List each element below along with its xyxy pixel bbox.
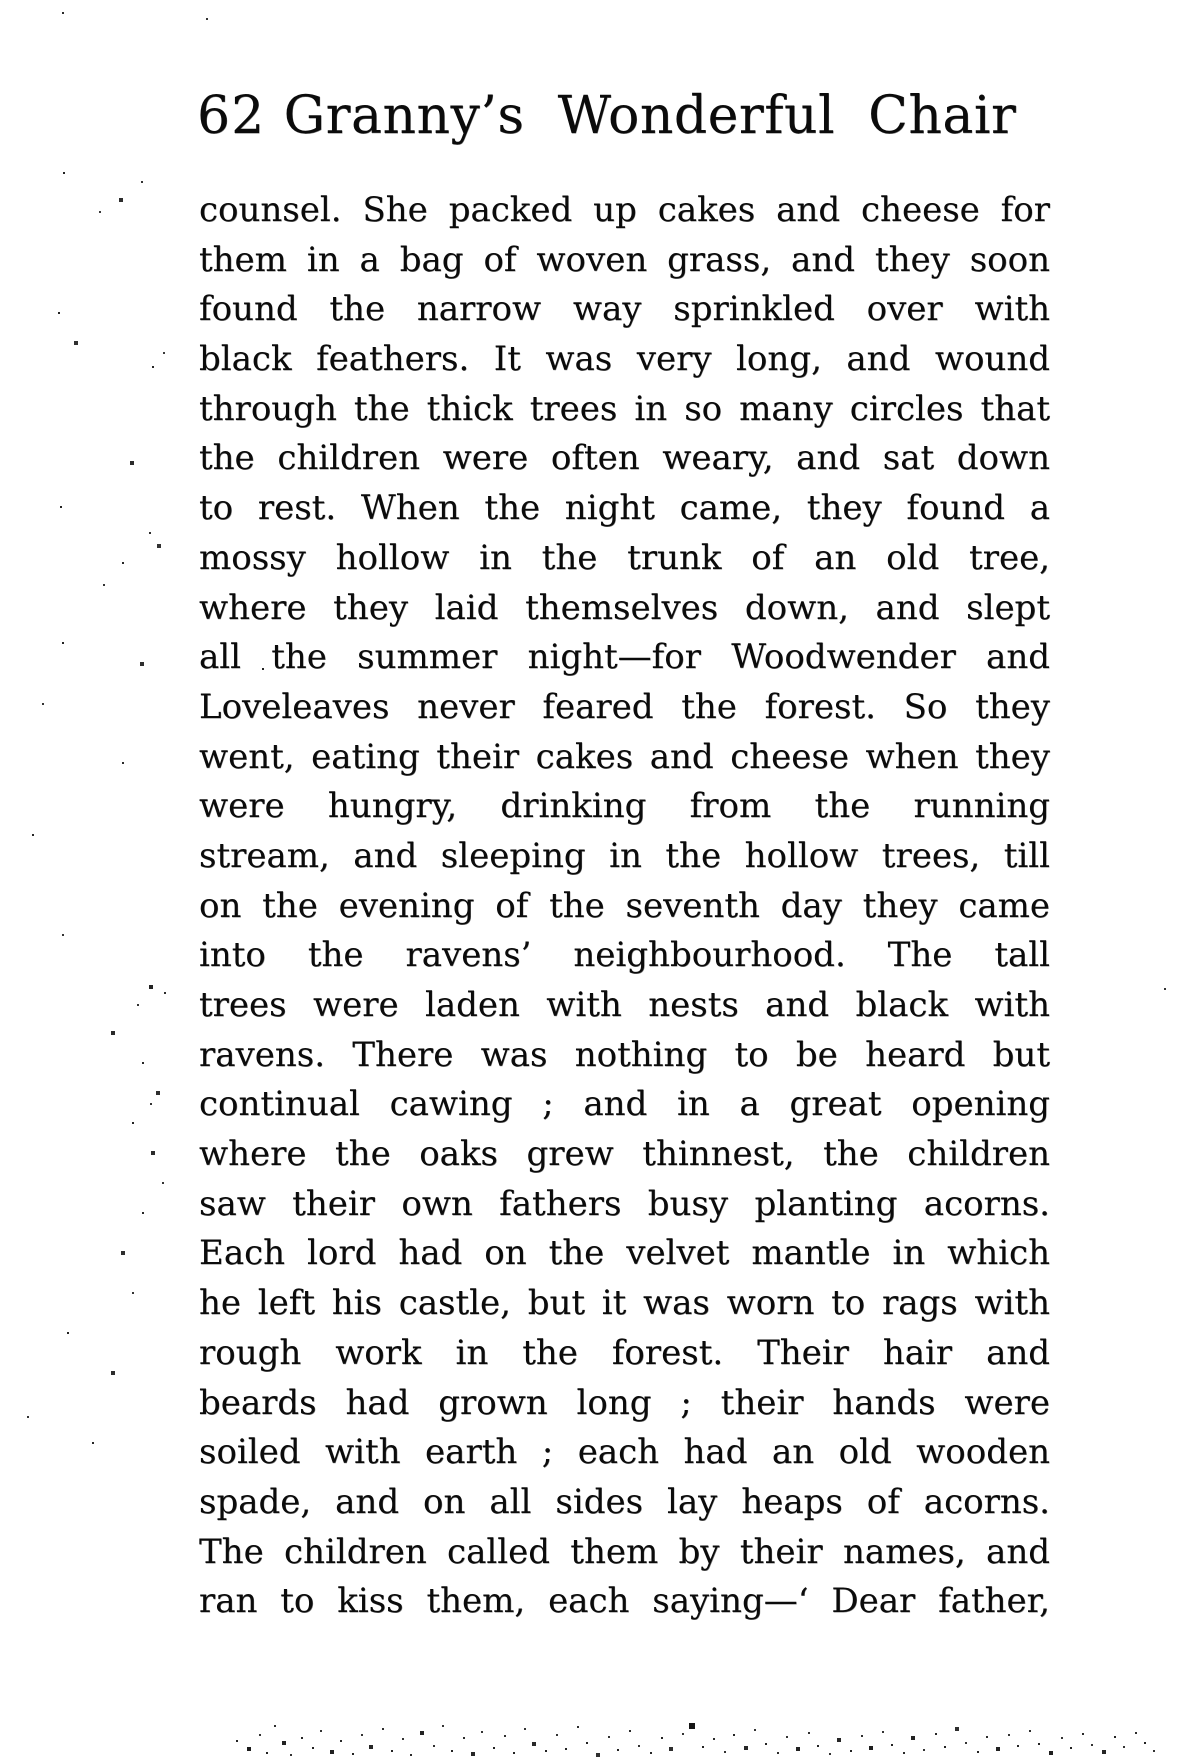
scan-noise-margin bbox=[0, 0, 2, 2]
text-line: the children were often weary, and sat down bbox=[199, 438, 1050, 479]
text-line: where they laid themselves down, and slept bbox=[199, 587, 1050, 628]
text-line: Each lord had on the velvet mantle in which bbox=[199, 1233, 1050, 1274]
text-line: spade, and on all sides lay heaps of acorns. bbox=[199, 1481, 1050, 1522]
running-head-title: Granny’s Wonderful Chair bbox=[283, 86, 1017, 146]
text-line: trees were laden with nests and black with bbox=[199, 985, 1050, 1025]
text-line: where the oaks grew thinnest, the children bbox=[199, 1134, 1050, 1175]
text-line: saw their own fathers busy planting acorns. bbox=[199, 1183, 1050, 1224]
text-line: on the evening of the seventh day they came bbox=[199, 885, 1050, 926]
text-line: them in a bag of woven grass, and they soon bbox=[199, 239, 1050, 280]
text-line: were hungry, drinking from the running bbox=[199, 786, 1050, 827]
text-line: Loveleaves never feared the forest. So they bbox=[199, 686, 1050, 727]
text-line: mossy hollow in the trunk of an old tree, bbox=[199, 537, 1050, 578]
text-line: beards had grown long ; their hands were bbox=[199, 1382, 1050, 1423]
text-line: black feathers. It was very long, and wound bbox=[199, 339, 1050, 380]
text-line: all the summer night—for Woodwender and bbox=[199, 637, 1050, 678]
page-text bbox=[199, 186, 1050, 1627]
text-line: rough work in the forest. Their hair and bbox=[199, 1332, 1050, 1373]
scan-noise-bottom-band bbox=[0, 1690, 2, 1692]
text-line: through the thick trees in so many circles that bbox=[199, 388, 1050, 429]
text-line: soiled with earth ; each had an old wooden bbox=[199, 1432, 1050, 1473]
text-line: continual cawing ; and in a great opening bbox=[199, 1084, 1050, 1125]
text-line: The children called them by their names, and bbox=[199, 1531, 1050, 1572]
text-line: into the ravens’ neighbourhood. The tall bbox=[199, 935, 1050, 976]
text-line: stream, and sleeping in the hollow trees, till bbox=[199, 835, 1050, 876]
text-line: he left his castle, but it was worn to rags with bbox=[199, 1283, 1050, 1324]
text-line: ravens. There was nothing to be heard but bbox=[199, 1034, 1050, 1075]
page-number: 62 bbox=[197, 86, 266, 146]
text-line: to rest. When the night came, they found a bbox=[199, 488, 1050, 529]
text-line: found the narrow way sprinkled over with bbox=[199, 289, 1050, 330]
text-line: ran to kiss them, each saying—‘ Dear father, bbox=[199, 1581, 1050, 1622]
text-line: counsel. She packed up cakes and cheese for bbox=[199, 190, 1050, 230]
text-line: went, eating their cakes and cheese when they bbox=[199, 736, 1050, 777]
